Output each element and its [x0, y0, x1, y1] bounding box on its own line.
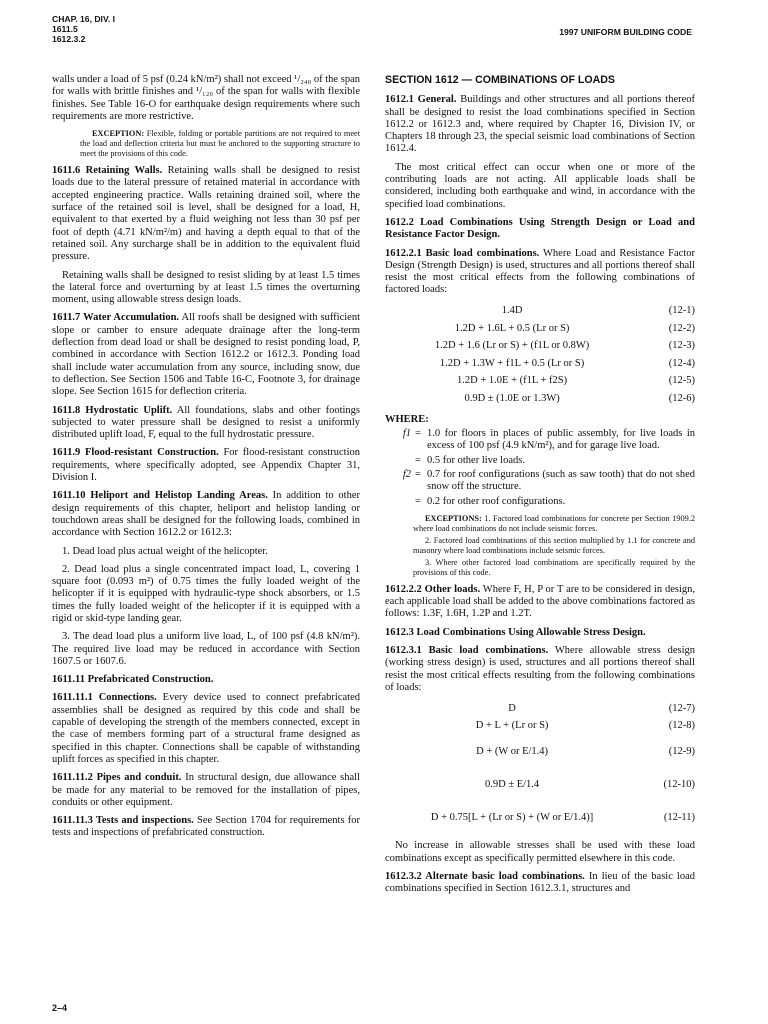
- equation-expression: 1.2D + 1.6 (Lr or S) + (f1L or 0.8W): [434, 340, 590, 352]
- section-text: Where F, H, P or T are to be considered in design, each applicable load shall be added to the above combinations factored as follows: 1.3F, 1.6H, 1.2P and 1.2T.: [385, 583, 696, 620]
- symbol: [385, 455, 415, 469]
- equation-row: [385, 303, 695, 321]
- equation-expression: 1.4D: [501, 305, 523, 317]
- equation-expression: D: [508, 702, 516, 714]
- definition-row: [385, 455, 695, 469]
- section-text: Where allowable stress design (working stress design) is used, structures and all portions thereof shall resist the most critical effects resulting from the following combinations of loads:: [385, 645, 695, 693]
- chapter-label: CHAP. 16, DIV. I: [52, 14, 116, 24]
- equation-number: (12-4): [668, 357, 695, 369]
- section-1612-3-1: [385, 645, 695, 694]
- list-item: 1. Dead load plus actual weight of the helicopter.: [62, 545, 268, 557]
- definition-row: [385, 496, 695, 510]
- left-column: [52, 74, 360, 846]
- running-header-left: [52, 14, 115, 44]
- section-text: In structural design, due allowance shall be made for any material to be removed for the installation of pipes, conduits or other equipment.: [52, 772, 360, 808]
- equation-number: (12-1): [668, 305, 695, 317]
- equation-row: [385, 355, 695, 373]
- section-heading: 1612.3.2 Alternate basic load combinations.: [385, 870, 585, 882]
- definition-row: [385, 428, 695, 455]
- section-1611-6: [52, 165, 360, 263]
- running-header-right: 1997 UNIFORM BUILDING CODE: [559, 27, 692, 37]
- where-definitions: [385, 428, 695, 510]
- section-heading: 1611.10 Heliport and Helistop Landing Areas.: [52, 490, 268, 502]
- section-1612-3-heading: 1612.3 Load Combinations Using Allowable Stress Design.: [385, 626, 646, 638]
- section-heading: 1612.1 General.: [385, 94, 457, 106]
- where-label: WHERE:: [385, 413, 429, 425]
- section-text: Where Load and Resistance Factor Design (Strength Design) is used, structures and all portions thereof shall resist the most critical effects from the following combinations of factored loads:: [385, 247, 695, 296]
- definition-text: 0.7 for roof configurations (such as saw tooth) that do not shed snow off the structure.: [427, 468, 695, 493]
- equation-number: (12-5): [668, 375, 695, 387]
- equation-row: [385, 718, 695, 736]
- equation-number: (12-7): [668, 702, 695, 714]
- section-range-end: 1612.3.2: [52, 34, 86, 44]
- exception-item: 3. Where other factored load combinations are specifically required by the provisions of this code.: [413, 557, 695, 577]
- section-1611-11-heading: 1611.11 Prefabricated Construction.: [52, 674, 214, 686]
- equation-number: (12-6): [668, 392, 695, 404]
- equation-expression: 1.2D + 1.0E + (f1L + f2S): [457, 375, 568, 387]
- page-number: 2–4: [52, 1003, 68, 1013]
- equals-sign: =: [415, 495, 421, 507]
- section-heading: 1611.11.2 Pipes and conduit.: [52, 772, 182, 784]
- equation-number: (12-2): [668, 322, 695, 334]
- equation-row: [385, 338, 695, 356]
- equation-expression: D + 0.75[L + (Lr or S) + (W or E/1.4)]: [430, 811, 594, 823]
- section-1611-11-2: [52, 772, 360, 809]
- equation-expression: D + L + (Lr or S): [475, 720, 549, 732]
- right-column: [385, 74, 695, 901]
- section-1612-2-1: [385, 248, 695, 297]
- equation-row: [385, 768, 695, 801]
- equation-expression: 0.9D ± E/1.4: [485, 778, 540, 790]
- section-text: For flood-resistant construction requirements, where specifically adopted, see Appendix Chapter 31, Division I.: [52, 447, 361, 484]
- section-text: In addition to other design requirements of this chapter, heliport and helistop landing or touchdown areas shall be designed for the following loads, combined in accordance with Section 1612.2 or 1612.3:: [52, 490, 360, 539]
- section-text: All foundations, slabs and other footings subjected to water pressure shall be designed to resist a uniformly distributed uplift load, F, equal to the full hydrostatic pressure.: [52, 404, 360, 441]
- equation-expression: 0.9D ± (1.0E or 1.3W): [464, 392, 560, 404]
- exception-item: 2. Factored load combinations of this section multiplied by 1.1 for concrete and masonry where load combinations include seismic forces.: [413, 535, 695, 555]
- section-range-start: 1611.5: [52, 24, 78, 34]
- section-text: See Section 1704 for requirements for tests and inspections of prefabricated construction.: [52, 815, 361, 839]
- equation-row: [385, 700, 695, 718]
- section-1611-7: [52, 312, 360, 398]
- symbol: [385, 496, 415, 510]
- section-heading: 1612.3.1 Basic load combinations.: [385, 645, 549, 657]
- section-heading: 1611.6 Retaining Walls.: [52, 165, 163, 177]
- section-heading: 1611.7 Water Accumulation.: [52, 312, 180, 324]
- definition-text: 0.5 for other live loads.: [427, 454, 525, 466]
- exception-label: EXCEPTION:: [92, 129, 145, 139]
- symbol: f1: [402, 428, 411, 440]
- section-1612-1: [385, 94, 695, 155]
- definition-text: 1.0 for floors in places of public assembly, for live loads in excess of 100 psf (4.9 kN/m²), and for garage live load.: [427, 428, 695, 452]
- section-text: Buildings and other structures and all portions thereof shall be designed to resist the load combinations specified in Section 1612.2 or 1612.3 and, where required by Chapter 16, Division IV, or Chapters 18 through 23, the special seismic load combinations of Section 1612.4.: [385, 94, 696, 155]
- equation-row: [385, 373, 695, 391]
- section-1611-8: [52, 405, 360, 442]
- section-1612-3-2: [385, 871, 695, 896]
- section-heading: 1611.8 Hydrostatic Uplift.: [52, 404, 173, 416]
- critical-effect-paragraph: The most critical effect can occur when one or more of the contributing loads are not acting. All applicable loads shall be considered, including both earthquake and wind, in accordance with the specified load combinations.: [385, 161, 695, 210]
- equation-expression: 1.2D + 1.3W + f1L + 0.5 (Lr or S): [439, 357, 585, 369]
- section-text: All roofs shall be designed with sufficient slope or camber to ensure adequate drainage after the long-term deflection from dead load or shall be designed to resist ponding load, P, combined in accordance with Section 1612.2 or 1612.3. Ponding load shall include water accumulation from any source, including snow, due to deflection. See Section 1506 and Table 16-C, Footnote 3, for drainage slope. See Section 1615 for deflection criteria.: [52, 312, 360, 398]
- section-1611-9: [52, 447, 360, 484]
- section-1611-11-1: [52, 692, 360, 766]
- equals-sign: =: [415, 428, 421, 440]
- equals-sign: =: [415, 468, 421, 480]
- equation-number: (12-10): [663, 778, 695, 790]
- section-heading: 1612.2.1 Basic load combinations.: [385, 247, 540, 259]
- exception-item: 1. Factored load combinations for concrete per Section 1909.2 where load combinations do not include seismic forces.: [413, 513, 696, 533]
- allowable-stress-equations: [385, 700, 695, 834]
- exception-note: [80, 129, 360, 159]
- no-increase-paragraph: No increase in allowable stresses shall be used with these load combinations except as specifically permitted elsewhere in this code.: [385, 840, 695, 864]
- equation-number: (12-8): [668, 720, 695, 732]
- equation-expression: D + (W or E/1.4): [476, 745, 549, 757]
- retaining-walls-paragraph-2: Retaining walls shall be designed to resist sliding by at least 1.5 times the lateral force and overturning by at least 1.5 times the overturning moment, using allowable stress design loads.: [52, 269, 360, 306]
- symbol: f2: [402, 468, 411, 480]
- section-1611-11-3: [52, 815, 360, 840]
- equals-sign: =: [415, 454, 421, 466]
- equation-row: [385, 390, 695, 408]
- deflection-paragraph: walls under a load of 5 psf (0.24 kN/m²) shall not exceed ¹/₂₄₀ of the span for walls with brittle finishes and ¹/₁₂₀ of the span for walls with flexible finishes. See Table 16-O for earthquake design requirements where such requirements are more restrictive.: [52, 74, 360, 122]
- strength-design-equations: [385, 303, 695, 408]
- list-item: 3. The dead load plus a uniform live load, L, of 100 psf (4.8 kN/m²). The required live load may be reduced in accordance with Section 1607.5 or 1607.6.: [52, 631, 360, 667]
- section-heading: 1611.11.3 Tests and inspections.: [52, 815, 194, 827]
- equation-number: (12-3): [668, 340, 695, 352]
- section-1611-10: [52, 490, 360, 539]
- section-1612-2-2: [385, 584, 695, 621]
- exceptions-label: EXCEPTIONS:: [425, 513, 482, 523]
- equation-row: [385, 320, 695, 338]
- section-1612-title: SECTION 1612 — COMBINATIONS OF LOADS: [385, 74, 615, 86]
- equation-expression: 1.2D + 1.6L + 0.5 (Lr or S): [454, 322, 570, 334]
- exceptions-note: [413, 514, 695, 534]
- section-text: Retaining walls shall be designed to resist loads due to the lateral pressure of retained material in accordance with accepted engineering practice. Walls retaining drained soil, where the surface of the retained soil is level, shall be designed for a load, H, equivalent to that exerted by a fluid weighing not less than 30 psf per foot of depth (4.71 kN/m²/m) and having a depth equal to that of the retained soil. Any surcharge shall be in addition to the equivalent fluid pressure.: [52, 165, 361, 263]
- equation-number: (12-11): [663, 811, 695, 823]
- section-heading: 1611.11.1 Connections.: [52, 692, 157, 704]
- list-item: 2. Dead load plus a single concentrated impact load, L, covering 1 square foot (0.093 m²) of 0.75 times the fully loaded weight of the helicopter if it is equipped with hydraulic-type shock absorbers, or 1.5 times the fully loaded weight of the helicopter if it is equipped with a rigid or skid-type landing gear.: [52, 563, 360, 624]
- section-text: In lieu of the basic load combinations specified in Section 1612.3.1, structures and: [385, 870, 696, 895]
- definition-row: [385, 469, 695, 496]
- equation-number: (12-9): [668, 745, 695, 757]
- exception-text: Flexible, folding or portable partitions are not required to meet the load and deflection criteria but must be anchored to the supporting structure to meet the provisions of this code.: [80, 129, 360, 159]
- section-heading: 1611.9 Flood-resistant Construction.: [52, 447, 219, 459]
- definition-text: 0.2 for other roof configurations.: [427, 495, 566, 507]
- equation-row: [385, 801, 695, 834]
- equation-row: [385, 735, 695, 768]
- section-text: Every device used to connect prefabricated assemblies shall be designed as required by this code and shall be capable of developing the strength of the members connected, except in the case of members forming part of a structural frame designed as specified in this chapter. Connections shall be capable of withstanding uplift forces as specified in this chapter.: [52, 692, 360, 765]
- section-heading: 1612.2.2 Other loads.: [385, 583, 481, 595]
- section-1612-2-heading: 1612.2 Load Combinations Using Strength Design or Load and Resistance Factor Design.: [385, 216, 695, 241]
